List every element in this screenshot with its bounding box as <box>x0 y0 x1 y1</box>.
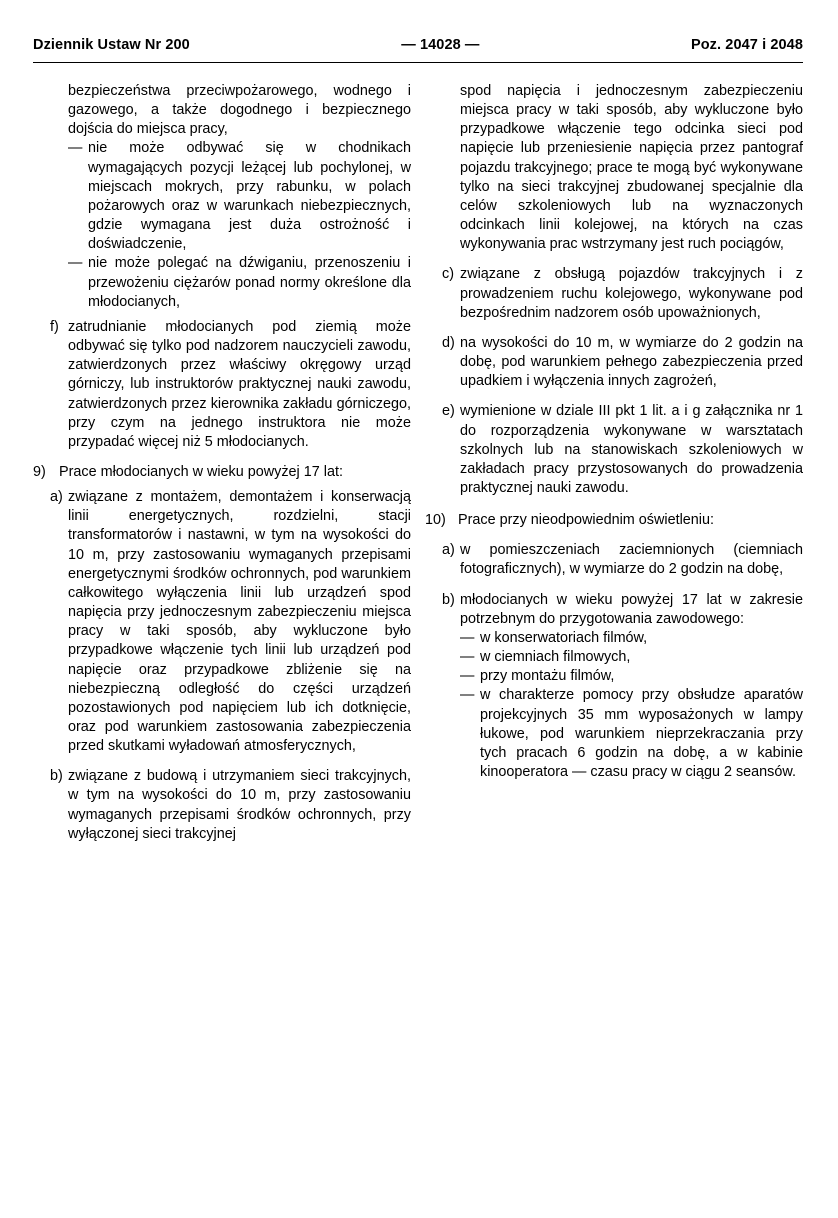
spacer <box>33 452 411 463</box>
letter-marker: c) <box>442 266 454 283</box>
header-item-reference: Poz. 2047 i 2048 <box>690 37 803 53</box>
right-column <box>425 82 803 782</box>
spacer <box>425 254 803 265</box>
list-item <box>33 254 411 311</box>
page-header <box>33 36 803 63</box>
spacer <box>425 498 803 511</box>
letter-marker: f) <box>50 318 59 335</box>
list-item <box>33 139 411 254</box>
list-item-text: związane z budową i utrzymaniem sieci trakcyjnych, w tym na wysokości do 10 m, przy zastosowaniu wymaganych przepisami środków ochronnych, przy wyłączonej sieci trakcyjnej <box>68 768 411 842</box>
list-item <box>425 629 803 648</box>
dash-marker: — <box>460 649 475 666</box>
list-item-text: zatrudnianie młodocianych pod ziemią może odbywać się tylko pod nadzorem nauczycieli zawodu, zatwierdzonych przez właściwy okręgowy urząd górniczy, lub instruktorów praktycznej nauki zawodu, zatwierdzonych przez kierownika zakładu górniczego, przy czym na jednego instruktora nie może przypadać więcej niż 5 młodocianych. <box>68 318 411 450</box>
left-column <box>33 82 411 844</box>
list-item-text: nie może odbywać się w chodnikach wymagających pozycji leżącej lub pochylonej, w miejscach mokrych, przy rabunku, w polach pożarowych oraz w warunkach niebezpiecznych, gdzie wymagana jest duża ostrożność i doświadczenie, <box>88 140 411 253</box>
list-item-9b <box>33 767 411 844</box>
spacer <box>33 756 411 767</box>
list-item-title: Prace młodocianych w wieku powyżej 17 lat: <box>59 463 343 480</box>
continuation-paragraph: bezpieczeństwa przeciwpożarowego, wodnego i gazowego, a także dogodnego i bezpiecznego dojścia do miejsca pracy, <box>68 83 411 138</box>
spacer <box>425 323 803 334</box>
continuation-paragraph: spod napięcia i jednoczesnym zabezpieczeniu miejsca pracy w taki sposób, aby wykluczone było przypadkowe włączenie tego odcinka sieci pod napięcie lub przeniesienie napięcia przez pantograf pojazdu trakcyjnego; prace te mogą być wykonywane tylko na sieci trakcyjnej zbudowanej specjalnie dla celów szkoleniowych lub na wyznaczonych odcinkach linii kolejowej, na których na czas wykonywania prac wstrzymany jest ruch pociągów, <box>460 83 803 253</box>
list-item-9c <box>425 265 803 322</box>
list-item-10-heading <box>425 511 803 530</box>
dash-marker: — <box>460 687 475 704</box>
list-item-10b <box>425 591 803 629</box>
list-item-text: w pomieszczeniach zaciemnionych (ciemniach fotograficznych), w wymiarze do 2 godzin na dobę, <box>460 542 803 578</box>
spacer <box>425 391 803 402</box>
list-item-text: młodocianych w wieku powyżej 17 lat w zakresie potrzebnym do przygotowania zawodowego: <box>460 591 803 627</box>
dash-marker: — <box>68 255 83 272</box>
letter-marker: a) <box>442 542 455 559</box>
header-page-number: — 14028 — <box>401 37 480 53</box>
list-item-title: Prace przy nieodpowiednim oświetleniu: <box>458 512 714 529</box>
letter-marker: d) <box>442 334 455 351</box>
dash-marker: — <box>460 668 475 685</box>
dash-marker: — <box>68 140 83 157</box>
list-item <box>425 667 803 686</box>
list-item-text: związane z montażem, demontażem i konserwacją linii energetycznych, rozdzielni, stacji transformatorów i nastawni, w tym na wysokości do 10 m, przy zastosowaniu wymaganych przepisami energetycznymi środków ochronnych, pod warunkiem całkowitego wyłączenia linii lub urządzeń spod napięcia przy jednoczesnym zabezpieczeniu miejsca pracy w taki sposób, aby wykluczone było przypadkowe włączenie tych linii lub urządzeń pod napięcie oraz przypadkowe zbliżenie się na niebezpieczną odległość do części urządzeń pozostawionych pod napięciem lub ich dotknięcie, oraz pod warunkiem zastosowania zabezpieczenia przed skutkami wyładowań atmosferycznych, <box>68 489 411 755</box>
number-marker: 9) <box>33 463 46 480</box>
list-item <box>425 648 803 667</box>
header-journal-number: Dziennik Ustaw Nr 200 <box>33 37 190 53</box>
list-item-text: na wysokości do 10 m, w wymiarze do 2 godzin na dobę, pod warunkiem pełnego zabezpieczenia przed upadkiem i wyłączenia innych zagrożeń, <box>460 334 803 390</box>
list-item-9a <box>33 488 411 756</box>
letter-marker: e) <box>442 403 455 420</box>
number-marker: 10) <box>425 512 446 529</box>
list-item-10a <box>425 541 803 579</box>
letter-marker: b) <box>50 768 63 785</box>
letter-marker: b) <box>442 591 455 608</box>
list-item-text: związane z obsługą pojazdów trakcyjnych i z prowadzeniem ruchu kolejowego, wykonywane pod bezpośrednim nadzorem osób upoważnionych, <box>460 266 803 321</box>
list-item-9-heading <box>33 463 411 482</box>
list-item-text: wymienione w dziale III pkt 1 lit. a i g załącznika nr 1 do rozporządzenia wykonywane w warsztatach szkolnych lub na stanowiskach szkoleniowych w zakładach pracy przystosowanych do prowadzenia praktycznej nauki zawodu. <box>460 403 803 496</box>
list-item-f <box>33 318 411 452</box>
letter-marker: a) <box>50 489 63 506</box>
list-item-9e <box>425 402 803 498</box>
list-item-text: w charakterze pomocy przy obsłudze aparatów projekcyjnych 35 mm wyposażonych w lampy łukowe, pod warunkiem nieprzekraczania przy tych pracach 6 godzin na dobę, a w kabinie kinooperatora — czasu pracy w ciągu 2 seansów. <box>480 687 803 780</box>
spacer <box>425 580 803 591</box>
list-item <box>425 686 803 782</box>
list-item-text: przy montażu filmów, <box>480 668 615 685</box>
list-item-text: w konserwatoriach filmów, <box>480 629 648 646</box>
list-item-text: nie może polegać na dźwiganiu, przenoszeniu i przewożeniu ciężarów ponad normy określone dla młodocianych, <box>88 255 411 310</box>
list-item-text: w ciemniach filmowych, <box>480 649 631 666</box>
spacer <box>425 530 803 541</box>
dash-marker: — <box>460 629 475 646</box>
list-item-9d <box>425 334 803 391</box>
